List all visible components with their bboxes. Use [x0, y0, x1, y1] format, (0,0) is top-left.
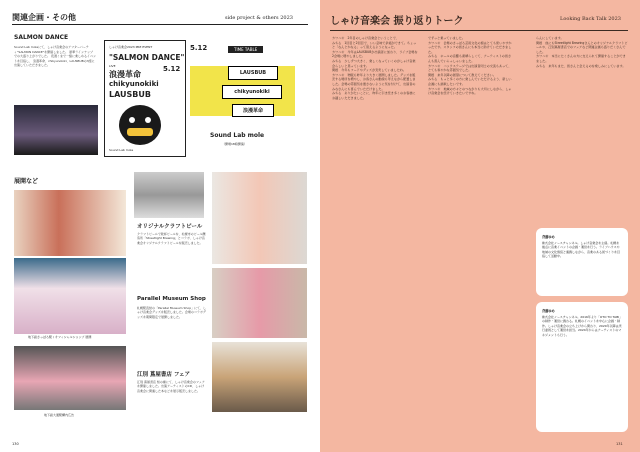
goods-display-photo [14, 190, 126, 256]
left-page-number: 130 [12, 442, 19, 446]
profile-name-2: 斉藤ゆめ [542, 309, 555, 313]
talk-column-1: カワハギ 2年目のしゃけ音楽会ということで、 みちる 1回目と2回目で、いい意味で余裕ができて。ちょっと「なんとかなる」って思えるようになった。 カワハギ 今年はLAUSBUBが出演者に加わり、ライブ会場を2会場に増やしました。 みちる 少しずつ大きく、楽しくなっていくのがしゃけ音楽会らしいと思っています。 関根 今年もフードやグッズが充実していましたね。 カワハギ 物販も昨年より大きく展開しました。グッズを販売する場所を増やし、お客さんの動線も考えながら配置しました。会場の雰囲気を壊さないように気を付けて、出演者のみなさんにも喜んでいただけました。 みちる ありがたいことに、昨年に引き続き多くのお客様にお越しいただきました。 [332, 36, 418, 100]
salmon-desc: Sound Lab moleにて、しゃけ音楽会のアフターパーティ"SALMON DANCE"を開催しました。 豪華ラインナップでの大盛り上がりでした。 夜遅くまで一緒に楽しめるイベントを目指し、 浪漫革命、chikyunokiki、LAUSBUBの3組に出演していただきました。 [14, 45, 96, 68]
right-page-number: 131 [616, 442, 623, 446]
exhibit-heading: 展開など [14, 178, 39, 185]
talk-title: しゃけ音楽会 振り返りトーク [330, 16, 464, 27]
timetable-slot-1: LAUSBUB [228, 66, 278, 80]
brewery-photo [134, 172, 204, 218]
left-header-rule [12, 24, 308, 25]
timetable-label: TIME TABLE [228, 46, 263, 53]
poster-act-3: LAUSBUB [109, 90, 151, 99]
poster-title: "SALMON DANCE" [109, 53, 185, 62]
bear-eye [145, 117, 151, 123]
talk-column-3: らんにしています。 関根 他にもStreetlight Brewingさんとのオリジナルクラフトビールや、江別蔦屋書店でのフェアなど関連企画も盛りだくさんでした。 カワハギ 本当にたくさんの方に支えられて開催することができました。 みちる 来年もまた、皆さんと会えるのを楽しみにしています。 [536, 36, 628, 68]
timetable-slot-3: 浪漫革命 [232, 104, 274, 117]
salmon-dance-poster [104, 40, 186, 157]
shop-title-museum: Parallel Museum Shop [137, 296, 206, 302]
tsutaya-fair-photo [212, 342, 307, 412]
timetable-date: 5.12 [190, 44, 208, 52]
profile-text-1: 株式会社ノースチャンネル。しゃけ音楽会を主催。札幌を拠点に音楽イベントの企画・運営を行う。ライブハウスや地域の文化施設と連携しながら、音楽のある街づくりを目指して活動中。 [542, 241, 621, 259]
profile-card-1 [536, 228, 628, 296]
profile-card-2 [536, 302, 628, 432]
shop-desc-tsutaya: 江別 蔦屋書店 知の棟にて、しゃけ音楽会のフェアを開催しました。出演アーティストのCD、しゃけ音楽会に関連した本などを展示販売しました。 [137, 380, 205, 393]
profile-name-1: 斉藤ゆめ [542, 235, 555, 239]
poster-live: LIVE [109, 64, 116, 68]
bear-mouth [127, 128, 153, 136]
bear-eye [129, 117, 135, 123]
poster-place: Sound Lab mole [109, 148, 134, 152]
poster-act-1: 浪漫革命 [109, 70, 141, 79]
caption-subway: 地下鉄大通駅構内広告 [44, 413, 75, 417]
subway-ad-photo [14, 346, 126, 410]
museum-shop-photo [212, 268, 307, 338]
left-header-sub: side project & others 2023 [225, 15, 293, 21]
timetable-slot-2: chikyunokiki [222, 85, 282, 99]
venue-name: Sound Lab mole [210, 132, 265, 139]
shop-desc-beer: クラフトビールで乾杯ビールを、札幌市のビール醸造所「Streetlight Brewing」とコラボ、しゃけ音楽会オリジナルクラフトビールを販売しました。 [137, 232, 206, 245]
salmon-heading: SALMON DANCE [14, 34, 69, 41]
talk-sub: Looking Back Talk 2023 [560, 16, 621, 22]
right-header-rule [330, 30, 628, 31]
caption-station: 地下鉄さっぽろ駅 / オフィシャルショップ 展開 [28, 335, 92, 339]
shop-title-tsutaya: 江別 蔦屋書店 フェア [137, 372, 191, 378]
poster-wall-photo [14, 258, 126, 334]
shop-title-beer: オリジナルクラフトビール [137, 224, 203, 230]
poster-head: しゃけ音楽会2023 PRE EVENT [109, 45, 153, 49]
concert-photo [14, 105, 98, 155]
venue-sub: （開場18時開演） [222, 142, 247, 146]
beer-staff-photo [212, 172, 307, 264]
poster-date: 5.12 [163, 65, 181, 73]
shop-desc-museum: 札幌駅直結の「Parallel Museum Shop」にて、しゃけ音楽会グッズを販売しました。会場のコラボグッズを期間限定で展開しました。 [137, 306, 207, 319]
profile-text-2: 株式会社ノースチャンネル。2016年より「OTO TO TABI」の制作・運営に携わる。札幌のイベントを中心に企画・制作。しゃけ音楽会の立ち上げから関わり、2020年以降は実行委員として運営を担当。2024年からはアーティストのマネジメントも行う。 [542, 315, 622, 337]
left-header-title: 関連企画・その他 [12, 13, 76, 22]
poster-act-2: chikyunokiki [109, 80, 159, 88]
bear-illustration [119, 105, 161, 145]
talk-column-2: でずっと乗っていました。 カワハギ 会場のさっぽろ芸術文化の館はとても使いやすかったです。スタッフの皆さんにも本当に助けていただきました。 みちる ホールの音響も素晴らしくて、アーティストの皆さんも喜んでいらっしゃいました。 カワハギ バックステージでは出演者同士の交流もあって、とても和やかな雰囲気でした。 関根 来年以降の展望について教えてください。 みちる もっと多くの方に楽しんでいただけるよう、新しい企画にも挑戦したいです。 カワハギ 地域の方々とのつながりも大切にしながら、しゃけ音楽会を続けていきたいですね。 [428, 36, 512, 96]
